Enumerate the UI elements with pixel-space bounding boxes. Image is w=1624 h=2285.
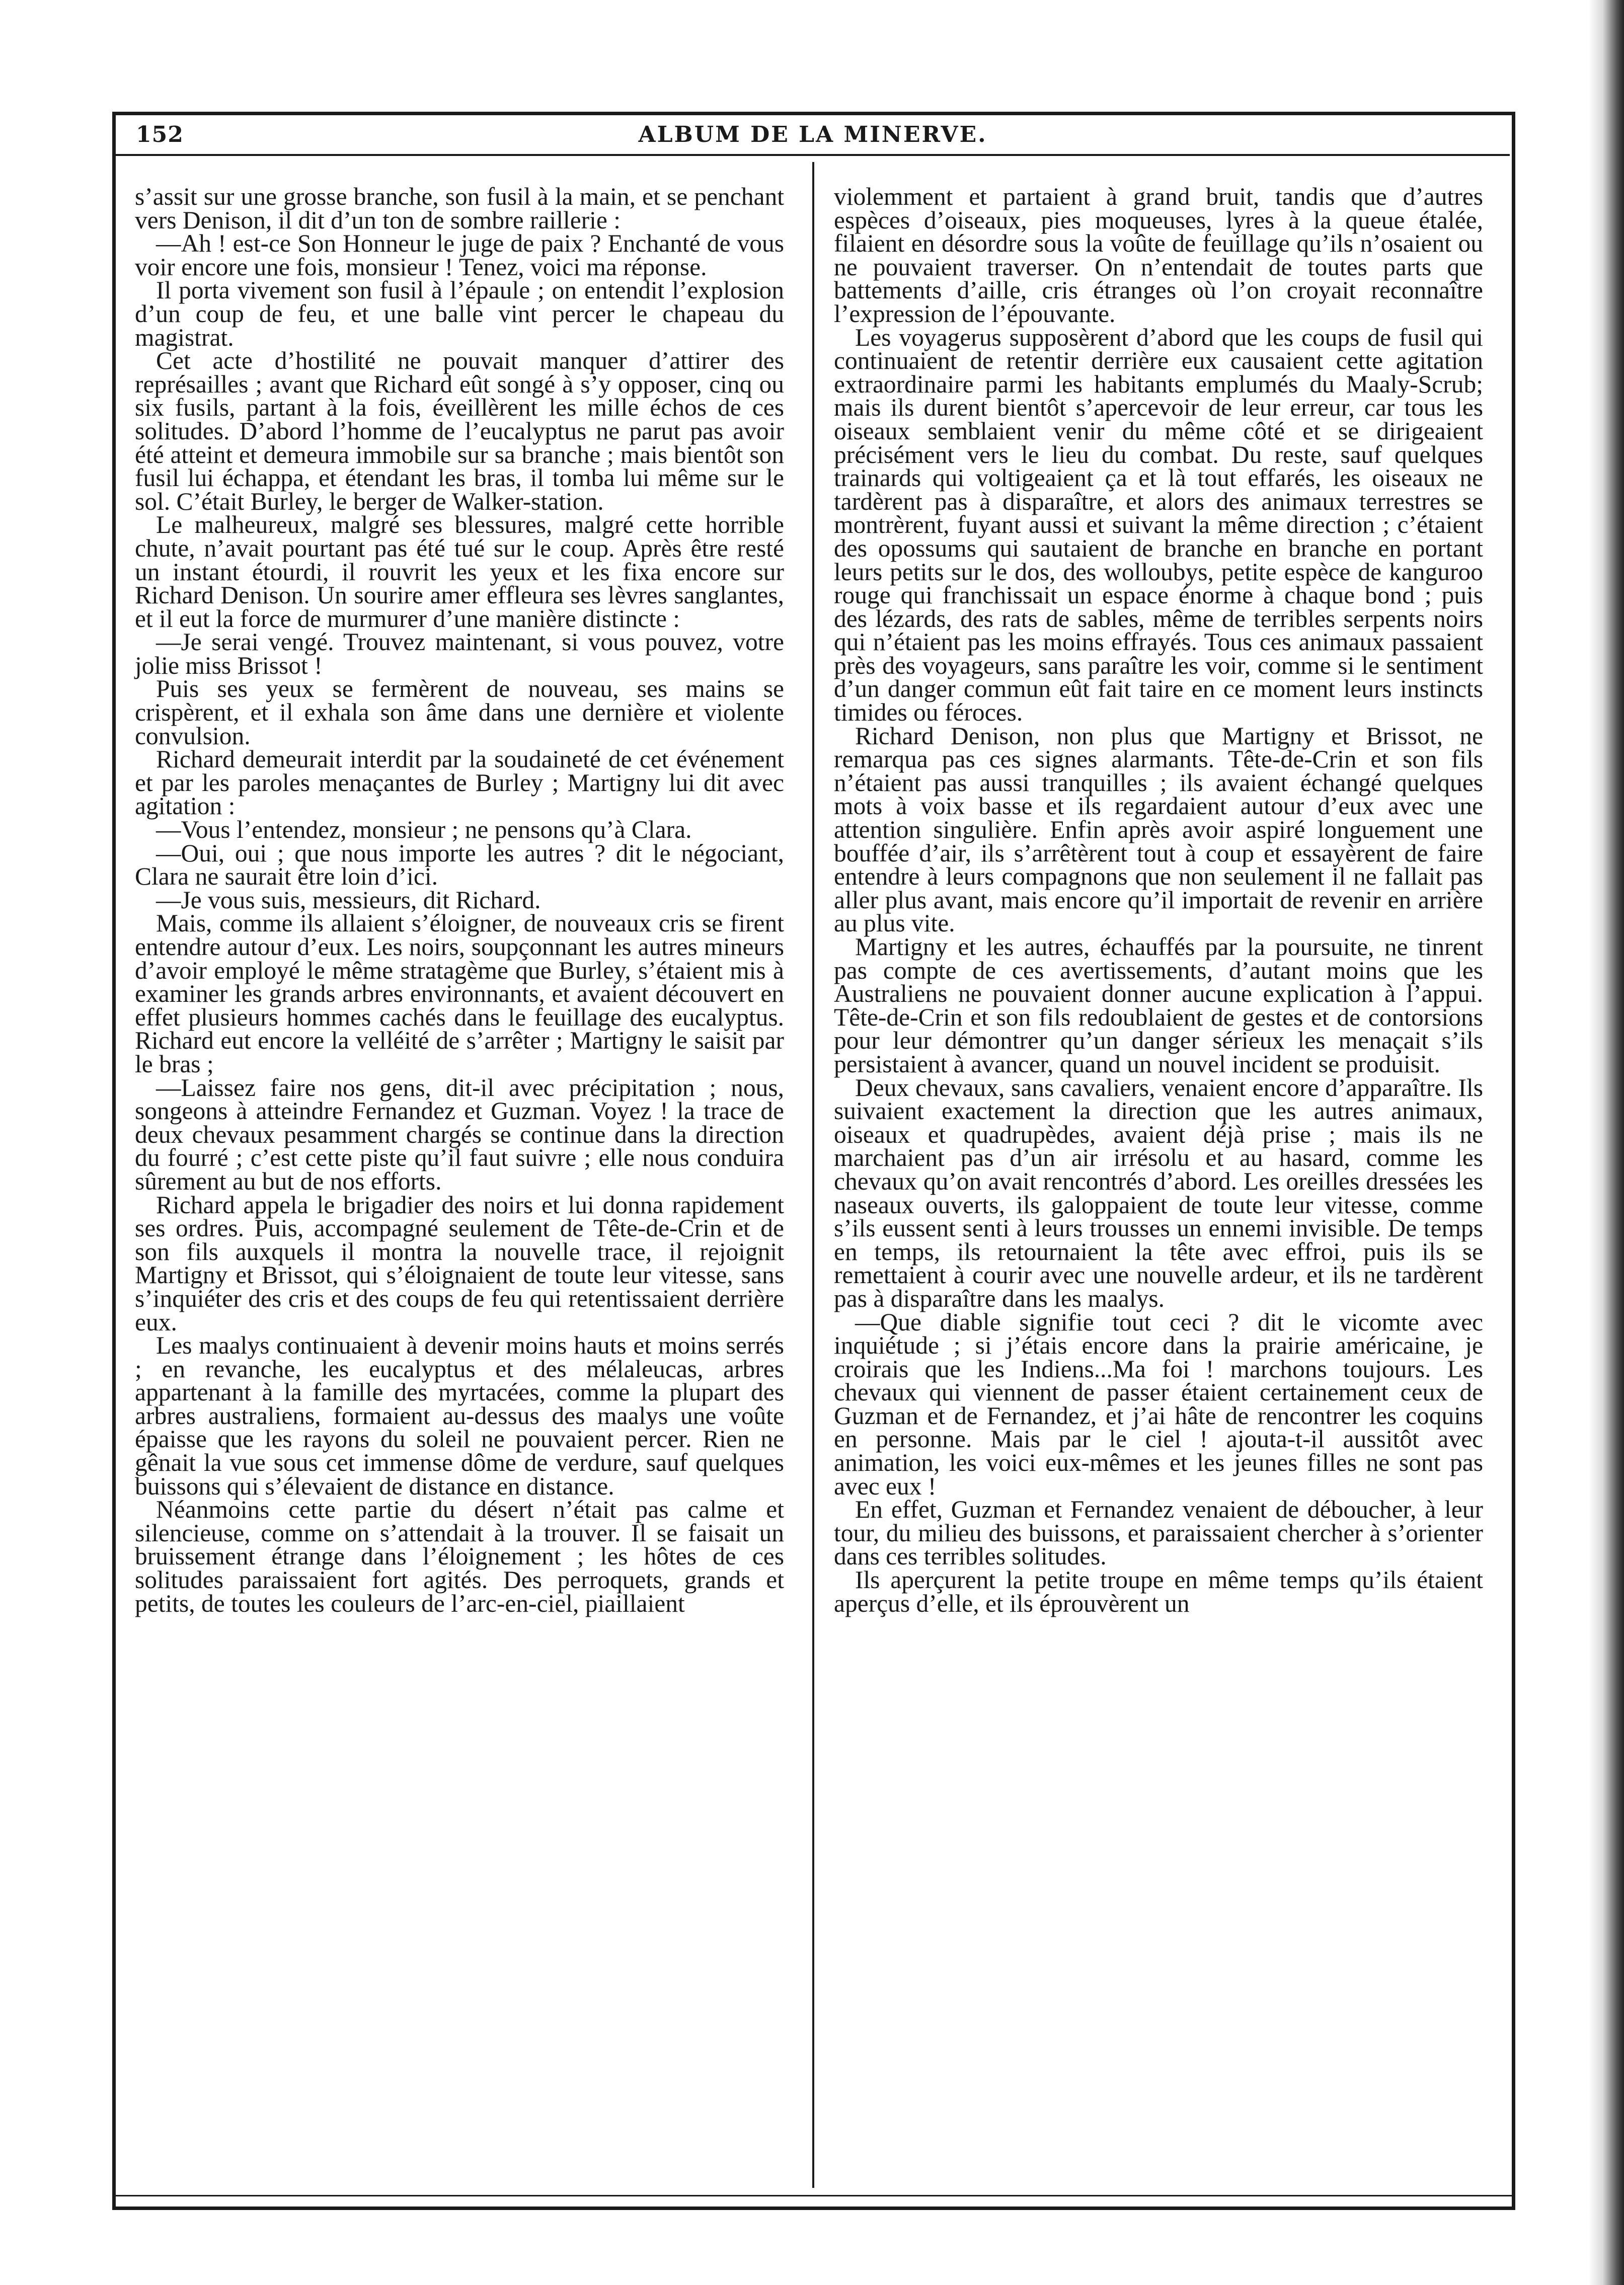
- page-number: 152: [136, 122, 184, 147]
- paragraph: Martigny et les autres, échauffés par la poursuite, ne tinrent pas compte de ces avertissements, d’autant moins que les Australiens ne pouvaient donner aucune explication à l’appui. Tête-de-Crin et son fils redoublaient de gestes et de contorsions pour leur démontrer qu’un danger sérieux les menaçait s’ils persistaient à avancer, quand un nouvel incident se produisit.: [834, 933, 1483, 1078]
- paragraph: —Je serai vengé. Trouvez maintenant, si vous pouvez, votre jolie miss Brissot !: [135, 628, 784, 679]
- paragraph: Richard appela le brigadier des noirs et lui donna rapidement ses ordres. Puis, accompagné seulement de Tête-de-Crin et de son fils auxquels il montra la nouvelle trace, il rejoignit Martigny et Brissot, qui s’éloignaient de toute leur vitesse, sans s’inquiéter des cris et des coups de feu qui retentissaient derrière eux.: [135, 1191, 784, 1336]
- paragraph: Richard demeurait interdit par la soudaineté de cet événement et par les paroles menaçantes de Burley ; Martigny lui dit avec agitation :: [135, 745, 784, 820]
- page-edge-shadow: [1589, 0, 1624, 2285]
- paragraph: Néanmoins cette partie du désert n’était pas calme et silencieuse, comme on s’attendait à la trouver. Il se faisait un bruissement étrange dans l’éloignement ; les hôtes de ces solitudes paraissaient fort agités. Des perroquets, grands et petits, de toutes les couleurs de l’arc-en-ciel, piaillaient: [135, 1495, 784, 1617]
- right-column: [834, 185, 1483, 1615]
- paragraph: Les maalys continuaient à devenir moins hauts et moins serrés ; en revanche, les eucalyptus et des mélaleucas, arbres appartenant à la famille des myrtacées, comme la plupart des arbres australiens, formaient au-dessus des maalys une voûte épaisse que les rayons du soleil ne pouvaient percer. Rien ne gênait la vue sous cet immense dôme de verdure, sauf quelques buissons qui s’élevaient de distance en distance.: [135, 1331, 784, 1500]
- paragraph: —Oui, oui ; que nous importe les autres ? dit le négociant, Clara ne saurait être loin d’ici.: [135, 839, 784, 891]
- paragraph: Le malheureux, malgré ses blessures, malgré cette horrible chute, n’avait pourtant pas été tué sur le coup. Après être resté un instant étourdi, il rouvrit les yeux et les fixa encore sur Richard Denison. Un sourire amer effleura ses lèvres sanglantes, et il eut la force de murmurer d’une manière distincte :: [135, 511, 784, 633]
- paragraph: Puis ses yeux se fermèrent de nouveau, ses mains se crispèrent, et il exhala son âme dans une dernière et violente convulsion.: [135, 675, 784, 750]
- paragraph: En effet, Guzman et Fernandez venaient de déboucher, à leur tour, du milieu des buissons, et paraissaient chercher à s’orienter dans ces terribles solitudes.: [834, 1495, 1483, 1570]
- paragraph: s’assit sur une grosse branche, son fusil à la main, et se penchant vers Denison, il dit d’un ton de sombre raillerie :: [135, 183, 784, 234]
- paragraph: Richard Denison, non plus que Martigny et Brissot, ne remarqua pas ces signes alarmants. Tête-de-Crin et son fils n’étaient pas aussi tranquilles ; ils avaient échangé quelques mots à voix basse et ils regardaient autour d’eux avec une attention singulière. Enfin après avoir aspiré longuement une bouffée d’air, ils s’arrêtèrent tout à coup et essayèrent de faire entendre à leurs compagnons que non seulement il ne fallait pas aller plus avant, mais encore qu’il importait de revenir en arrière au plus vite.: [834, 722, 1483, 937]
- paragraph: Ils aperçurent la petite troupe en même temps qu’ils étaient aperçus d’elle, et ils éprouvèrent un: [834, 1566, 1483, 1617]
- page-header: [116, 118, 1510, 156]
- paragraph: —Ah ! est-ce Son Honneur le juge de paix ? Enchanté de vous voir encore une fois, monsieur ! Tenez, voici ma réponse.: [135, 229, 784, 281]
- bottom-rule: [116, 2195, 1512, 2196]
- paragraph: —Je vous suis, messieurs, dit Richard.: [156, 886, 541, 914]
- paragraph: Les voyagerus supposèrent d’abord que les coups de fusil qui continuaient de retentir derrière eux causaient cette agitation extraordinaire parmi les habitants emplumés du Maaly-Scrub; mais ils durent bientôt s’apercevoir de leur erreur, car tous les oiseaux semblaient venir du même côté et se dirigeaient précisément vers le lieu du combat. Du reste, sauf quelques trainards qui voltigeaient ça et là tout effarés, les oiseaux ne tardèrent pas à disparaître, et alors des animaux terrestres se montrèrent, fuyant aussi et suivant la même direction ; c’étaient des opossums qui sautaient de branche en branche en portant leurs petits sur le dos, des wolloubys, petite espèce de kanguroo rouge qui franchissait un espace énorme à chaque bond ; puis des lézards, des rats de sables, même de terribles serpents noirs qui n’étaient pas les moins effrayés. Tous ces animaux passaient près des voyageurs, sans paraître les voir, comme si le sentiment d’un danger commun eût fait taire en ce moment leurs instincts timides ou féroces.: [834, 323, 1483, 727]
- column-divider: [812, 162, 814, 2188]
- paragraph: —Que diable signifie tout ceci ? dit le vicomte avec inquiétude ; si j’étais encore dans la prairie américaine, je croirais que les Indiens...Ma foi ! marchons toujours. Les chevaux qui viennent de passer étaient certainement ceux de Guzman et de Fernandez, et j’ai hâte de rencontrer les coquins en personne. Mais par le ciel ! ajouta-t-il aussitôt avec animation, les voici eux-mêmes et les jeunes filles ne sont pas avec eux !: [834, 1308, 1483, 1500]
- paragraph: Mais, comme ils allaient s’éloigner, de nouveaux cris se firent entendre autour d’eux. Les noirs, soupçonnant les autres mineurs d’avoir employé le même stratagème que Burley, s’étaient mis à examiner les grands arbres environnants, et avaient découvert en effet plusieurs hommes cachés dans le feuillage des eucalyptus. Richard eut encore la velléité de s’arrêter ; Martigny le saisit par le bras ;: [135, 909, 784, 1078]
- paragraph: —Laissez faire nos gens, dit-il avec précipitation ; nous, songeons à atteindre Fernandez et Guzman. Voyez ! la trace de deux chevaux pesamment chargés se continue dans la direction du fourré ; c’est cette piste qu’il faut suivre ; elle nous conduira sûrement au but de nos efforts.: [135, 1073, 784, 1195]
- paragraph: Il porta vivement son fusil à l’épaule ; on entendit l’explosion d’un coup de feu, et une balle vint percer le chapeau du magistrat.: [135, 276, 784, 351]
- running-title: ALBUM DE LA MINERVE.: [638, 122, 987, 147]
- paragraph: —Vous l’entendez, monsieur ; ne pensons qu’à Clara.: [156, 816, 692, 844]
- paragraph: violemment et partaient à grand bruit, tandis que d’autres espèces d’oiseaux, pies moqueuses, lyres à la queue étalée, filaient en désordre sous la voûte de feuillage qu’ils n’osaient ou ne pouvaient traverser. On n’entendait de toutes parts que battements d’aille, cris étranges où l’on croyait reconnaître l’expression de l’épouvante.: [834, 183, 1483, 328]
- paragraph: Cet acte d’hostilité ne pouvait manquer d’attirer des représailles ; avant que Richard eût songé à s’y opposer, cinq ou six fusils, partant à la fois, éveillèrent les mille échos de ces solitudes. D’abord l’homme de l’eucalyptus ne parut pas avoir été atteint et demeura immobile sur sa branche ; mais bientôt son fusil lui échappa, et étendant les bras, il tomba lui même sur le sol. C’était Burley, le berger de Walker-station.: [135, 347, 784, 515]
- left-column: [135, 185, 784, 1615]
- paragraph: Deux chevaux, sans cavaliers, venaient encore d’apparaître. Ils suivaient exactement la direction que les autres animaux, oiseaux et quadrupèdes, avaient déjà prise ; mais ils ne marchaient pas d’un air irrésolu et au hasard, comme les chevaux qu’on avait rencontrés d’abord. Les oreilles dressées les naseaux ouverts, ils galoppaient de toute leur vitesse, comme s’ils eussent senti à leurs trousses un ennemi invisible. De temps en temps, ils retournaient la tête avec effroi, puis ils se remettaient à courir avec une nouvelle ardeur, et ils ne tardèrent pas à disparaître dans les maalys.: [834, 1073, 1483, 1312]
